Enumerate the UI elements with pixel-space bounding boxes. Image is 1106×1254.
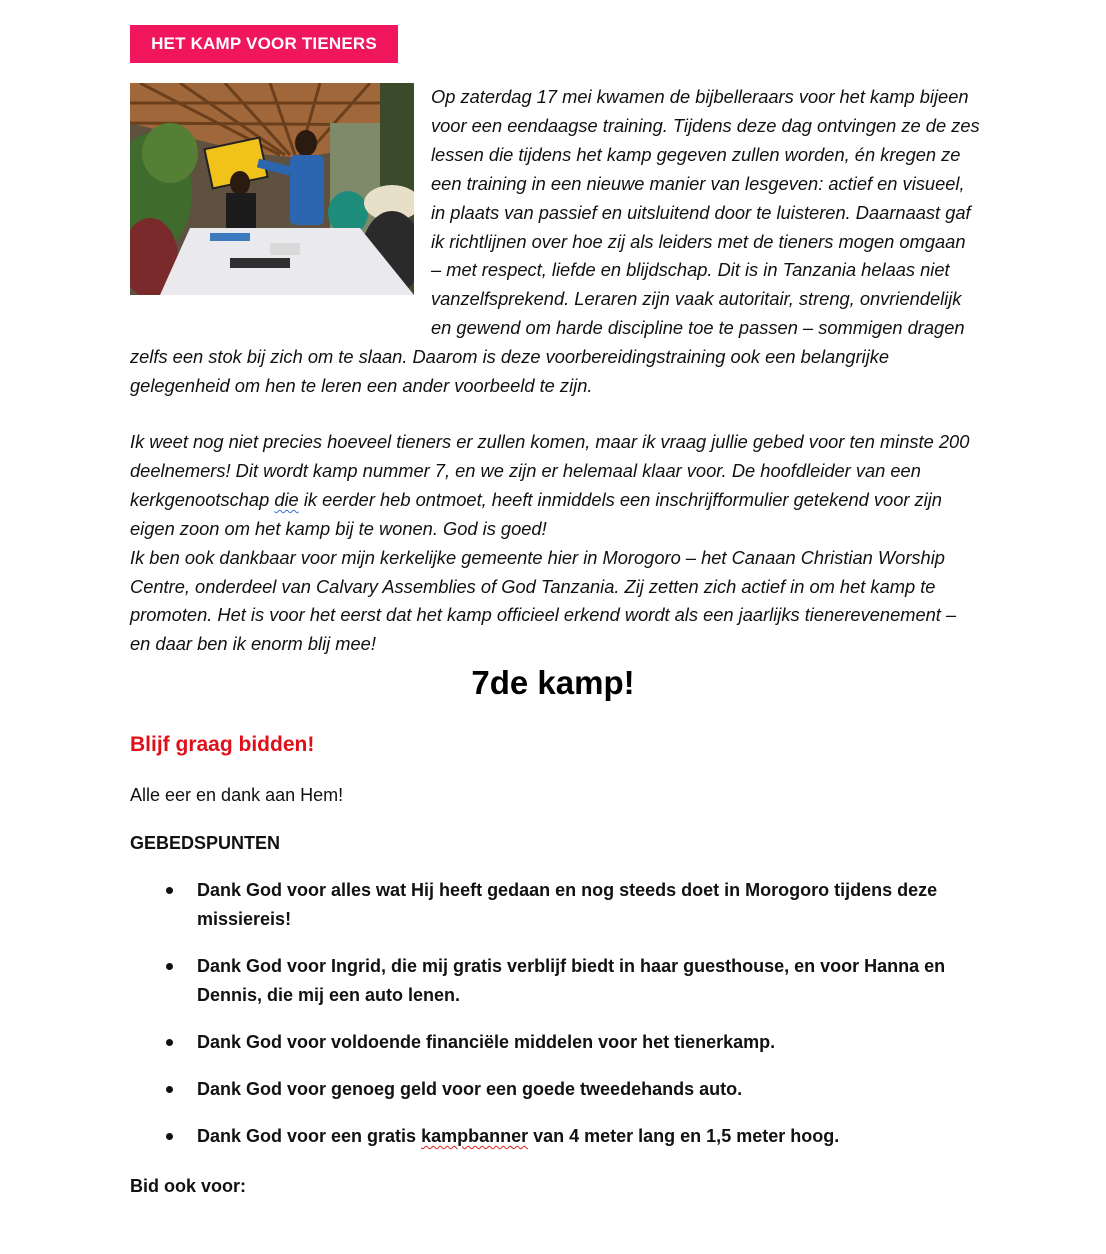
list-item: Dank God voor een gratis kampbanner van 4 meter lang en 1,5 meter hoog. (130, 1122, 980, 1151)
prayer-callout: Blijf graag bidden! (130, 733, 315, 756)
bullet-icon (166, 1086, 173, 1093)
list-item: Dank God voor genoeg geld voor een goede tweedehands auto. (130, 1075, 980, 1104)
list-item: Dank God voor voldoende financiële middelen voor het tienerkamp. (130, 1028, 980, 1057)
prayer-points-heading: GEBEDSPUNTEN (130, 833, 281, 853)
bullet-icon (166, 1039, 173, 1046)
closing-line: Bid ook voor: (130, 1176, 246, 1196)
intro-paragraph: Op zaterdag 17 mei kwamen de bijbelleraars voor het kamp bijeen voor een eendaagse training. Tijdens deze dag ontvingen ze de zes lessen die tijdens het kamp gegeven zullen worden, én kregen ze een training in een nieuwe manier van lesgeven: actief en visueel, in plaats van passief en uitsluitend door te luisteren. Daarnaast gaf ik richtlijnen over hoe zij als leiders met de tieners mogen omgaan – met respect, liefde en blijdschap. Dit is in Tanzania helaas niet vanzelfsprekend. Leraren zijn vaak autoritair, streng, onvriendelijk en gewend om harde discipline toe te passen – sommigen dragen zelfs een stok bij zich om te slaan. Daarom is deze voorbereidingstraining ook een belangrijke gelegenheid om hen te leren een ander voorbeeld te zijn. (130, 86, 980, 397)
prayer-list (130, 876, 980, 1169)
section-badge: HET KAMP VOOR TIENERS (130, 25, 398, 63)
thanks-line: Alle eer en dank aan Hem! (130, 785, 344, 805)
bullet-icon (166, 887, 173, 894)
body-paragraph-3: Ik ben ook dankbaar voor mijn kerkelijke gemeente hier in Morogoro – het Canaan Christian Worship Centre, onderdeel van Calvary Assemblies of God Tanzania. Zij zetten zich actief in om het kamp te promoten. Het is voor het eerst dat het kamp officieel erkend wordt als een jaarlijks tienerevenement – en daar ben ik enorm blij mee! (130, 546, 957, 655)
list-item: Dank God voor Ingrid, die mij gratis verblijf biedt in haar guesthouse, en voor Hanna en Dennis, die mij een auto lenen. (130, 952, 980, 1010)
list-item: Dank God voor alles wat Hij heeft gedaan en nog steeds doet in Morogoro tijdens deze missiereis! (130, 876, 980, 934)
bullet-icon (166, 963, 173, 970)
page-title: 7de kamp! (471, 664, 635, 701)
body-paragraph-2: Ik weet nog niet precies hoeveel tieners er zullen komen, maar ik vraag jullie gebed voor ten minste 200 deelnemers! Dit wordt kamp nummer 7, en we zijn er helemaal klaar voor. De hoofdleider van een kerkgenootschap die ik eerder heb ontmoet, heeft inmiddels een inschrijfformulier getekend voor zijn eigen zoon om het kamp bij te wonen. God is goed! (130, 431, 970, 539)
intro-text (130, 83, 980, 401)
bullet-icon (166, 1133, 173, 1140)
grammar-mark: die (274, 488, 299, 510)
body-text (130, 428, 980, 659)
spelling-mark: kampbanner (421, 1126, 529, 1146)
